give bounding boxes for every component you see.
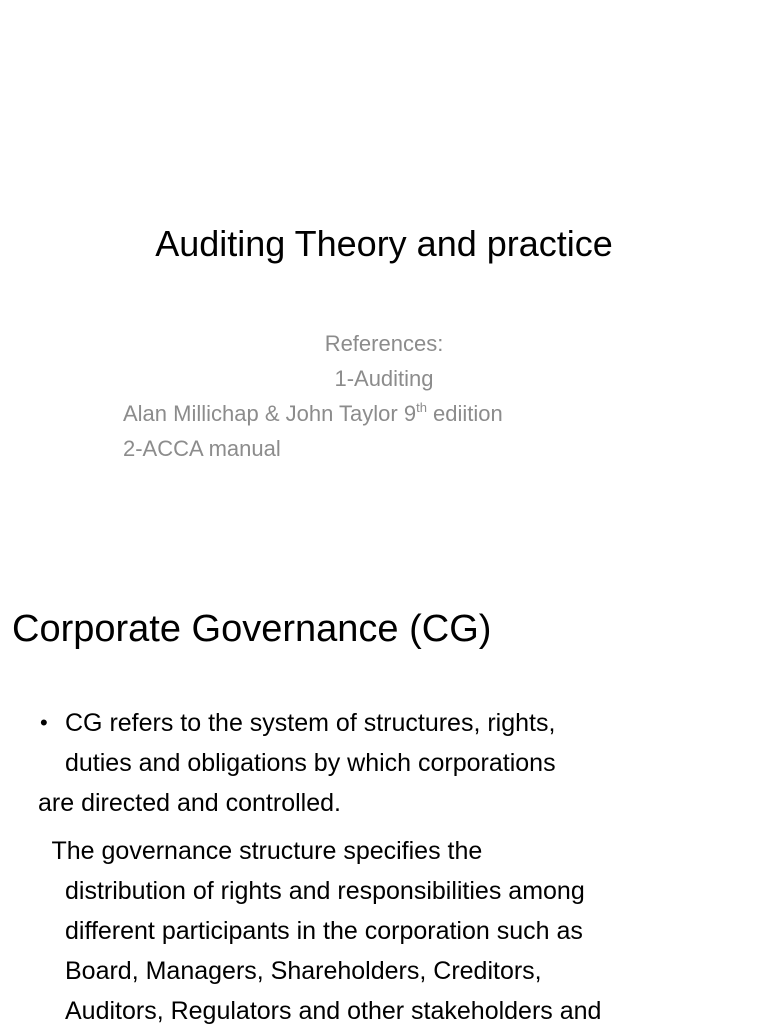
bullet-line: duties and obligations by which corporations — [65, 749, 556, 777]
reference-item-2: 2-ACCA manual — [123, 436, 281, 461]
bullet-continuation: are directed and controlled. — [38, 789, 341, 817]
references-heading: References: — [324, 331, 444, 356]
paragraph-line: The governance structure specifies the — [45, 837, 483, 865]
slide-body — [0, 703, 768, 1024]
references-block — [0, 326, 768, 466]
paragraph-line: different participants in the corporation such as — [65, 917, 583, 945]
slide-title: Auditing Theory and practice — [155, 223, 613, 264]
content-slide — [0, 576, 768, 1024]
paragraph-line: Board, Managers, Shareholders, Creditors, — [65, 957, 542, 985]
paragraph-line: Auditors, Regulators and other stakeholders and — [65, 997, 602, 1024]
bullet-icon: • — [40, 710, 48, 735]
reference-authors: Alan Millichap & John Taylor 9 — [123, 401, 417, 426]
edition-superscript: th — [416, 400, 427, 415]
bullet-line: CG refers to the system of structures, rights, — [65, 709, 556, 737]
reference-item-1: 1-Auditing — [334, 366, 434, 391]
reference-item-1-detail — [0, 396, 768, 431]
reference-edition: ediition — [426, 401, 503, 426]
slide-heading: Corporate Governance (CG) — [12, 608, 492, 650]
paragraph-line: distribution of rights and responsibilities among — [65, 877, 585, 905]
bullet-item — [0, 703, 768, 783]
